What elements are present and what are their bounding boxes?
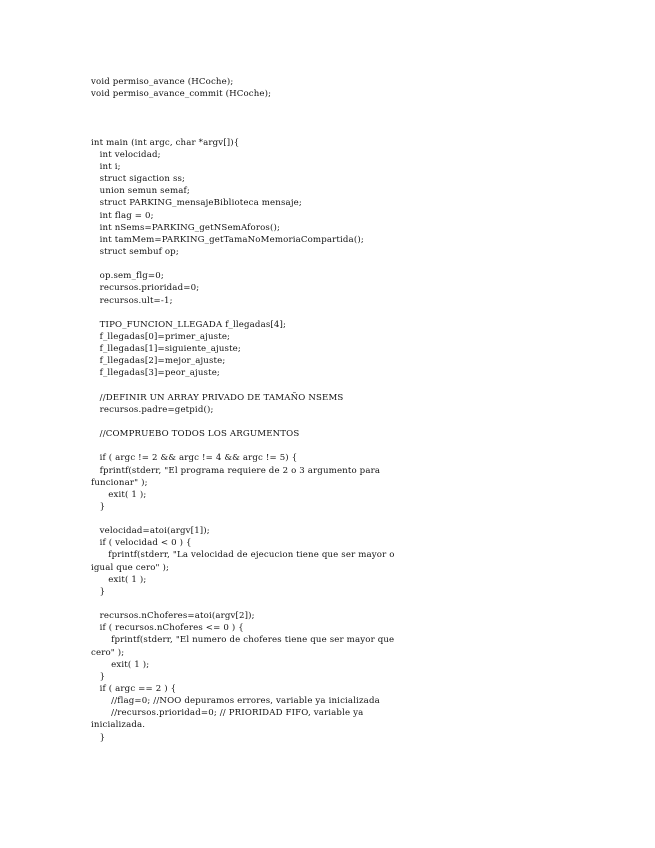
code-listing (91, 76, 395, 744)
code-line: struct sembuf op; (91, 246, 179, 257)
code-line: f_llegadas[1]=siguiente_ajuste; (91, 344, 241, 355)
code-line: struct sigaction ss; (91, 174, 186, 185)
code-line: int tamMem=PARKING_getTamaNoMemoriaCompartida(); (91, 234, 364, 245)
code-line (91, 258, 395, 270)
code-line: fprintf(stderr, "La velocidad de ejecucion tiene que ser mayor o (91, 550, 395, 561)
code-line: exit( 1 ); (91, 659, 150, 670)
code-line: recursos.ult=-1; (91, 295, 173, 306)
code-line: recursos.prioridad=0; (91, 283, 200, 294)
code-line: if ( argc == 2 ) { (91, 684, 177, 695)
code-line (91, 380, 395, 392)
code-line (91, 440, 395, 452)
code-line: } (91, 501, 106, 512)
code-line (91, 307, 395, 319)
code-line: int i; (91, 161, 121, 172)
code-line: recursos.nChoferes=atoi(argv[2]); (91, 611, 255, 622)
code-line: op.sem_flg=0; (91, 271, 164, 282)
code-line: } (91, 732, 106, 743)
code-line: igual que cero" ); (91, 562, 170, 573)
code-line: struct PARKING_mensajeBiblioteca mensaje; (91, 198, 302, 209)
code-line: union semun semaf; (91, 186, 190, 197)
code-line: fprintf(stderr, "El numero de choferes tiene que ser mayor que (91, 635, 395, 646)
code-line (91, 125, 395, 137)
code-line: f_llegadas[3]=peor_ajuste; (91, 368, 220, 379)
code-line: if ( argc != 2 && argc != 4 && argc != 5) { (91, 453, 298, 464)
code-line: } (91, 586, 106, 597)
code-line: } (91, 671, 106, 682)
code-line: //COMPRUEBO TODOS LOS ARGUMENTOS (91, 429, 300, 440)
code-line: velocidad=atoi(argv[1]); (91, 526, 210, 537)
code-line: exit( 1 ); (91, 489, 147, 500)
code-line: exit( 1 ); (91, 574, 147, 585)
code-line: //recursos.prioridad=0; // PRIORIDAD FIFO, variable ya (91, 708, 364, 719)
code-line (91, 598, 395, 610)
code-line (91, 100, 395, 112)
code-line: f_llegadas[0]=primer_ajuste; (91, 331, 231, 342)
code-line: int main (int argc, char *argv[]){ (91, 137, 240, 148)
code-line: TIPO_FUNCION_LLEGADA f_llegadas[4]; (91, 319, 287, 330)
code-line (91, 416, 395, 428)
code-line (91, 112, 395, 124)
code-line (91, 513, 395, 525)
code-line: int nSems=PARKING_getNSemAforos(); (91, 222, 281, 233)
code-line: //flag=0; //NOO depuramos errores, variable ya inicializada (91, 696, 380, 707)
code-line: recursos.padre=getpid(); (91, 404, 214, 415)
code-line: if ( recursos.nChoferes <= 0 ) { (91, 623, 244, 634)
code-line: fprintf(stderr, "El programa requiere de 2 o 3 argumento para (91, 465, 381, 476)
code-line: if ( velocidad < 0 ) { (91, 538, 192, 549)
code-line: void permiso_avance (HCoche); (91, 77, 234, 87)
code-line: inicializada. (91, 720, 146, 731)
code-line: f_llegadas[2]=mejor_ajuste; (91, 356, 226, 367)
code-line: //DEFINIR UN ARRAY PRIVADO DE TAMAÑO NSEMS (91, 392, 344, 403)
code-line: int velocidad; (91, 149, 161, 160)
code-line: int flag = 0; (91, 210, 154, 221)
code-line: cero" ); (91, 647, 125, 658)
code-line: funcionar" ); (91, 477, 148, 488)
code-line: void permiso_avance_commit (HCoche); (91, 89, 272, 100)
